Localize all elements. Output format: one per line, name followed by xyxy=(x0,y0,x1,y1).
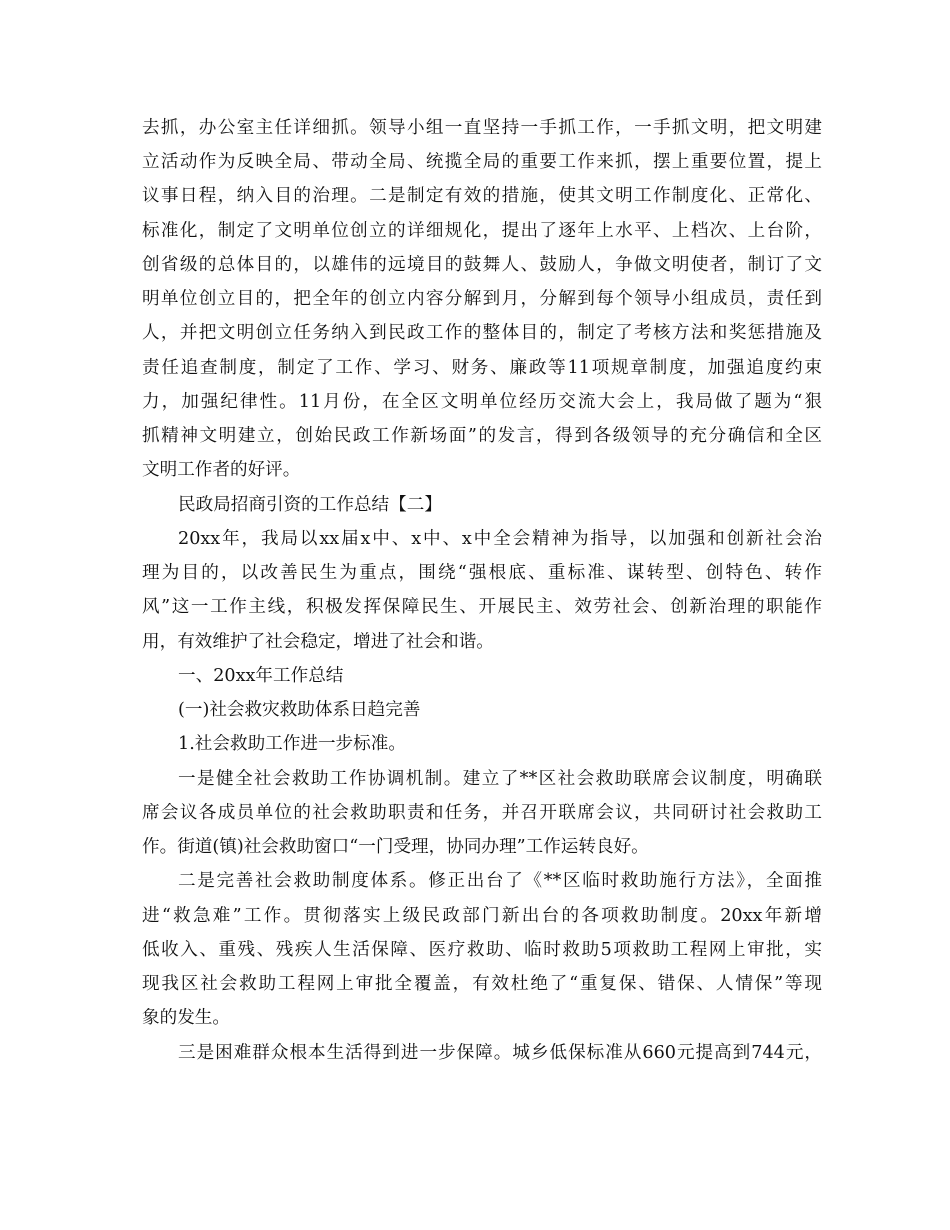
text-line: 席会议各成员单位的社会救助职责和任务，并召开联席会议，共同研讨社会救助工 xyxy=(142,803,822,823)
text-line: 用，有效维护了社会稳定，增进了社会和谐。 xyxy=(142,632,494,652)
text-line: 三是困难群众根本生活得到进一步保障。城乡低保标准从660元提高到744元， xyxy=(178,1043,822,1063)
text-line: 人，并把文明创立任务纳入到民政工作的整体目的，制定了考核方法和奖惩措施及 xyxy=(142,323,822,343)
item-heading: 1.社会救助工作进一步标准。 xyxy=(178,734,406,754)
section-heading: 民政局招商引资的工作总结【二】 xyxy=(178,495,442,515)
text-line: 抓精神文明建立，创始民政工作新场面”的发言，得到各级领导的充分确信和全区 xyxy=(142,426,822,446)
text-line: 作。街道(镇)社会救助窗口“一门受理，协同办理”工作运转良好。 xyxy=(142,837,649,857)
text-line: 进“救急难”工作。贯彻落实上级民政部门新出台的各项救助制度。20xx年新增 xyxy=(142,906,822,926)
text-line: 一是健全社会救助工作协调机制。建立了**区社会救助联席会议制度，明确联 xyxy=(178,769,822,789)
subsection-heading: (一)社会救灾救助体系日趋完善 xyxy=(178,700,421,720)
text-line: 议事日程，纳入目的治理。二是制定有效的措施，使其文明工作制度化、正常化、 xyxy=(142,186,822,206)
text-line: 风”这一工作主线，积极发挥保障民生、开展民主、效劳社会、创新治理的职能作 xyxy=(142,597,822,617)
text-line: 象的发生。 xyxy=(142,1008,230,1028)
text-line: 力，加强纪律性。11月份，在全区文明单位经历交流大会上，我局做了题为“狠 xyxy=(142,392,822,412)
section-heading: 一、20xx年工作总结 xyxy=(178,666,344,686)
text-line: 文明工作者的好评。 xyxy=(142,460,301,480)
text-line: 去抓，办公室主任详细抓。领导小组一直坚持一手抓工作，一手抓文明，把文明建 xyxy=(142,118,822,138)
text-line: 明单位创立目的，把全年的创立内容分解到月，分解到每个领导小组成员，责任到 xyxy=(142,289,822,309)
text-line: 创省级的总体目的，以雄伟的远境目的鼓舞人、鼓励人，争做文明使者，制订了文 xyxy=(142,255,822,275)
text-line: 现我区社会救助工程网上审批全覆盖，有效杜绝了“重复保、错保、人情保”等现 xyxy=(142,974,822,994)
text-line: 标准化，制定了文明单位创立的详细规化，提出了逐年上水平、上档次、上台阶， xyxy=(142,221,822,241)
text-line: 立活动作为反映全局、带动全局、统揽全局的重要工作来抓，摆上重要位置，提上 xyxy=(142,152,822,172)
text-line: 理为目的，以改善民生为重点，围绕“强根底、重标准、谋转型、创特色、转作 xyxy=(142,563,822,583)
text-line: 责任追查制度，制定了工作、学习、财务、廉政等11项规章制度，加强追度约束 xyxy=(142,358,822,378)
text-line: 二是完善社会救助制度体系。修正出台了《**区临时救助施行方法》，全面推 xyxy=(178,871,822,891)
text-line: 低收入、重残、残疾人生活保障、医疗救助、临时救助5项救助工程网上审批，实 xyxy=(142,940,822,960)
text-line: 20xx年，我局以xx届x中、x中、x中全会精神为指导，以加强和创新社会治 xyxy=(178,529,822,549)
